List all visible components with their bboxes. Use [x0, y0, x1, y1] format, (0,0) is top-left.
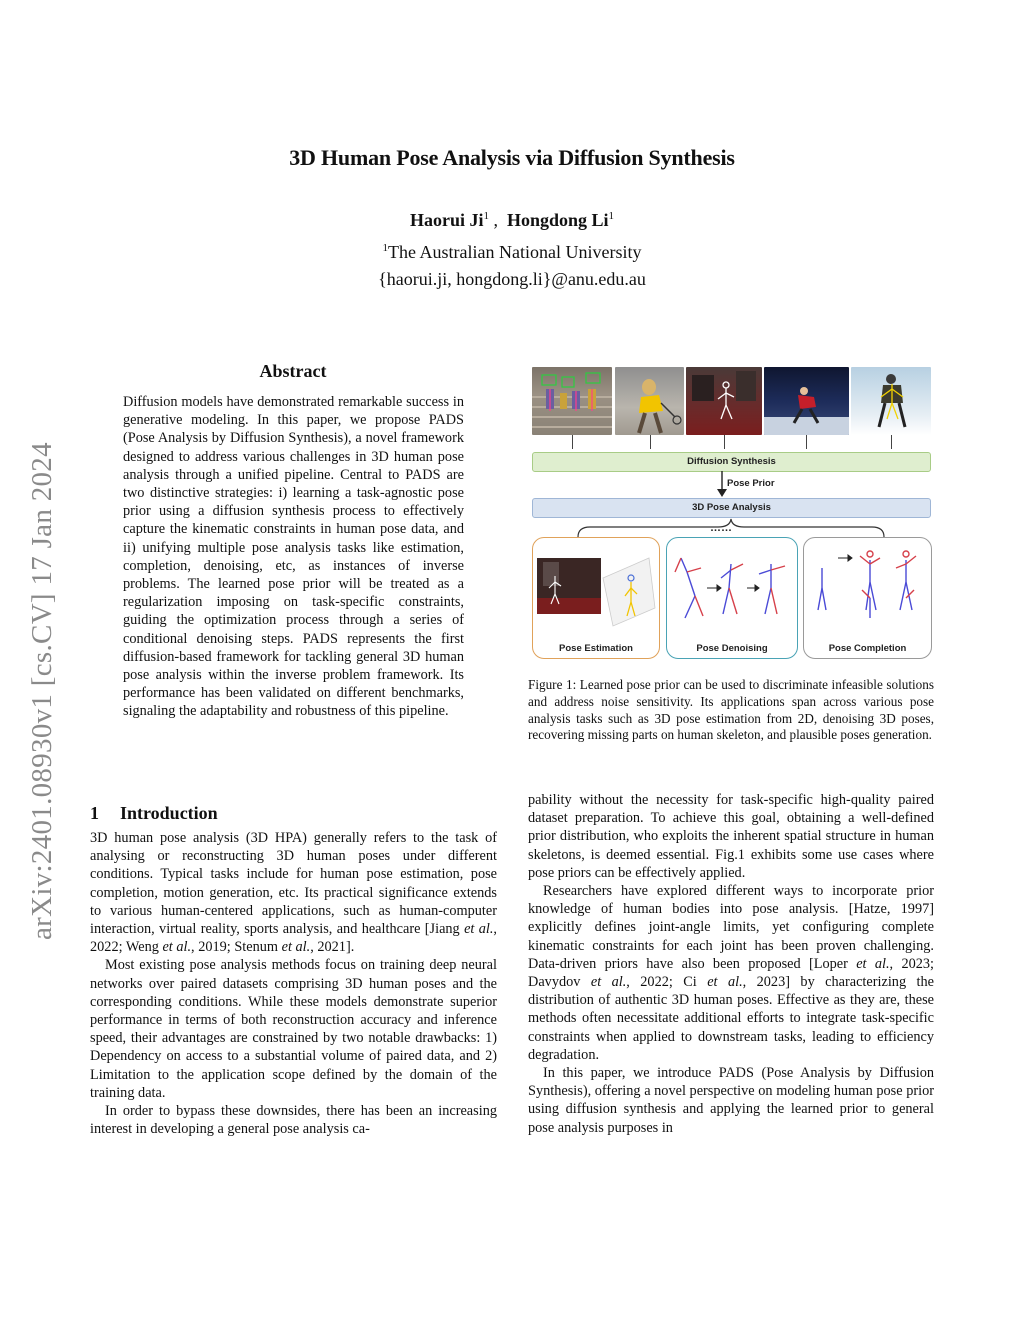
- author-affil-mark: 1: [483, 210, 489, 222]
- panel-pose-denoising: [666, 537, 798, 659]
- figure-1: [528, 365, 934, 663]
- panel-label: Pose Completion: [828, 643, 907, 654]
- connector-line: [806, 435, 807, 449]
- photo-tennis-player: [615, 367, 684, 435]
- figure-caption: Figure 1: Learned pose prior can be used to discriminate infeasible solutions and address noise sensitivity. Its applications span across various pose analysis tasks such as 3D pose estimation from 2D, denoising 3D poses, recovering missing parts on human skeleton, and plausible poses generation.: [528, 677, 934, 743]
- ellipsis-label: ……: [710, 522, 732, 534]
- panel-pose-completion: [803, 537, 932, 659]
- estimation-graphic: [533, 538, 659, 634]
- body-paragraph: In this paper, we introduce PADS (Pose Analysis by Diffusion Synthesis), offering a novel perspective on modeling human pose prior using diffusion synthesis and applying the learned prior to general pose analysis purposes in: [528, 1065, 934, 1136]
- abstract-text: Diffusion models have demonstrated remarkable success in generative modeling. In this paper, we propose PADS (Pose Analysis by Diffusion Synthesis), a novel framework designed to address various challenges in 3D human pose analysis through a unified pipeline. Central to PADS are two distinctive strategies: i) learning a task-agnostic pose prior using a diffusion synthesis process to effectively capture the kinematic constraints in human pose data, and ii) unifying multiple pose analysis tasks like estimation, completion, denoising, etc, as instances of inverse problems. The learned pose prior will be treated as a regularization imposing on task-specific constraints, guiding the optimization process through a series of conditional denoising steps. PADS represents the first diffusion-based framework for tackling general 3D human pose analysis within the inverse problem framework. Its performance has been validated on different benchmarks, signaling the adaptability and robustness of this pipeline.: [123, 394, 464, 720]
- pose-prior-label: Pose Prior: [727, 478, 775, 489]
- section-number: 1: [90, 803, 99, 823]
- section-title: Introduction: [120, 803, 218, 823]
- pose-analysis-bar: 3D Pose Analysis: [532, 498, 931, 518]
- denoising-graphic: [667, 538, 797, 634]
- text-run: , 2023; Davydov: [528, 955, 935, 991]
- citation-etal: et al.: [590, 974, 627, 991]
- panel-label: Pose Denoising: [696, 643, 768, 654]
- section-heading-introduction: [90, 803, 490, 824]
- connector-line: [572, 435, 573, 449]
- body-paragraph: pability without the necessity for task-specific high-quality paired dataset preparation. To achieve this goal, obtaining a well-defined prior distribution, who exploits the inherent spatial structure in human skeletons, is deemed essential. Fig.1 exhibits some use cases where pose priors can be effectively applied.: [528, 792, 934, 881]
- body-paragraph: Most existing pose analysis methods focus on training deep neural networks over paired datasets comprising 3D human poses and the corresponding conditions. While these models demonstrate superior performance in terms of both reconstruction accuracy and inference speed, their advantages are constrained by two notable drawbacks: 1) Dependency on access to a substantial volume of paired data, and 2) Limitation to the application scope defined by the domain of the training data.: [90, 957, 497, 1101]
- arxiv-identifier: arXiv:2401.08930v1 [cs.CV] 17 Jan 2024: [26, 442, 58, 940]
- body-paragraph: [90, 829, 497, 956]
- connector-line: [650, 435, 651, 449]
- text-run: , 2022; Ci: [626, 974, 708, 991]
- author-affil-mark: 1: [608, 210, 615, 222]
- diffusion-synthesis-bar: Diffusion Synthesis: [532, 452, 931, 472]
- affiliation-name: The Australian National University: [388, 242, 642, 262]
- photo-skater-graphic: [764, 367, 849, 435]
- text-run: , 2022; Weng: [90, 921, 497, 956]
- photo-tennis-graphic: [615, 367, 684, 435]
- completion-graphic: [804, 538, 931, 634]
- left-column-body: [90, 829, 497, 1138]
- citation-etal: et al.: [707, 974, 743, 991]
- panel-label: Pose Estimation: [559, 643, 633, 654]
- right-column-body: [528, 791, 934, 1137]
- citation-etal: et al.: [856, 955, 890, 972]
- photo-skater: [764, 367, 849, 435]
- photo-dark-room: [686, 367, 762, 435]
- text-run: 3D human pose analysis (3D HPA) generally refers to the task of analysing or reconstructing 3D human poses under different conditions. Typical tasks include for human pose estimation, pose completion, motion generation, etc. Its practical significance extends to various human-centered applications, such as human-computer interaction, virtual reality, sports analysis, and healthcare [Jiang: [90, 830, 497, 938]
- photo-skier: [851, 367, 931, 435]
- photo-dark-room-graphic: [686, 367, 762, 435]
- author-list: [0, 210, 1024, 231]
- abstract-heading: Abstract: [259, 361, 327, 381]
- citation-etal: et al.: [464, 921, 494, 938]
- panel-pose-estimation: [532, 537, 660, 659]
- author-emails: {haorui.ji, hongdong.li}@anu.edu.au: [378, 269, 646, 289]
- connector-line: [891, 435, 892, 449]
- photo-skier-graphic: [851, 367, 931, 435]
- body-paragraph: In order to bypass these downsides, there has been an increasing interest in developing a general pose analysis ca-: [90, 1103, 497, 1138]
- text-run: , 2021].: [310, 939, 355, 956]
- connector-line: [724, 435, 725, 449]
- affiliation-mark: 1: [382, 242, 389, 254]
- photo-stairs-people: [532, 367, 612, 435]
- citation-etal: et al.: [162, 939, 192, 956]
- author-separator: ,: [488, 210, 507, 230]
- text-run: , 2019; Stenum: [191, 939, 282, 956]
- paper-title: 3D Human Pose Analysis via Diffusion Synthesis: [289, 145, 735, 170]
- author-name: Hongdong Li: [506, 210, 609, 230]
- photo-stairs-graphic: [532, 367, 612, 435]
- text-run: Researchers have explored different ways to incorporate prior knowledge of human bodies into pose analysis. [Hatze, 1997] explicitly defines joint-angle limits, yet configuring complete kinematic constraints for each joint has been proven challenging. Data-driven priors have also been proposed [Loper: [528, 883, 934, 972]
- text-run: , 2023] by characterizing the distribution of authentic 3D human poses. Effective as they are, these methods often necessitate additional efforts to integrate task-specific constraints when applied to downstream tasks, leading to efficiency degradation.: [528, 974, 934, 1063]
- body-paragraph: [528, 882, 934, 1064]
- citation-etal: et al.: [281, 939, 311, 956]
- author-name: Haorui Ji: [409, 210, 484, 230]
- affiliation: [0, 242, 1024, 263]
